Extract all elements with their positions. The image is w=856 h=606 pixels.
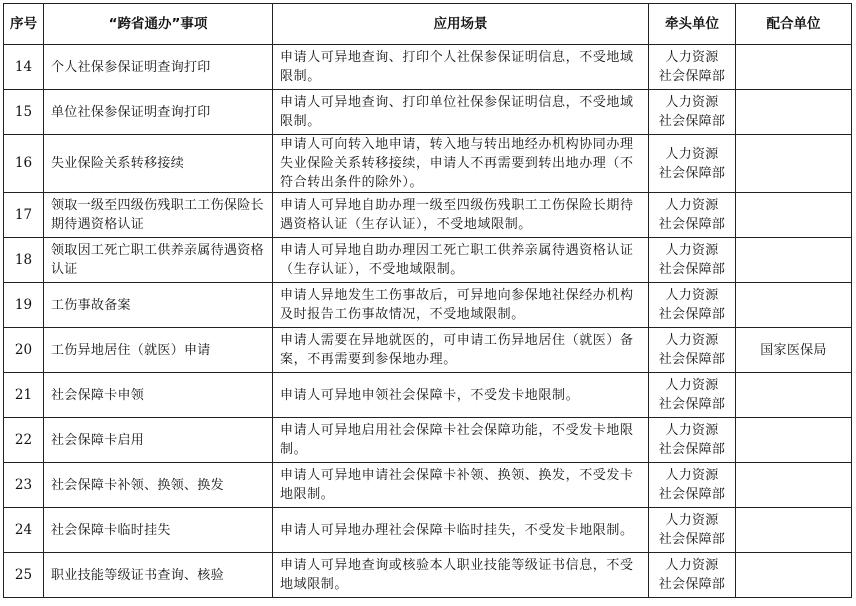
lead-unit-line2: 社会保障部 [658,487,726,502]
row-scene: 申请人可异地查询、打印单位社保参保证明信息，不受地域限制。 [273,90,649,135]
row-item: 社会保障卡临时挂失 [44,508,273,553]
row-coop-unit [736,508,852,553]
cross-province-services-table [3,3,852,598]
table-row [4,45,852,90]
table-row [4,463,852,508]
row-item: 失业保险关系转移接续 [44,135,273,193]
lead-unit-line2: 社会保障部 [658,217,726,232]
row-coop-unit [736,373,852,418]
table-row [4,90,852,135]
row-coop-unit [736,418,852,463]
row-number: 18 [4,238,44,283]
row-item: 领取一级至四级伤残职工工伤保险长期待遇资格认证 [44,193,273,238]
row-lead-unit [649,373,736,418]
row-item: 工伤事故备案 [44,283,273,328]
row-lead-unit [649,418,736,463]
row-lead-unit [649,508,736,553]
row-number: 19 [4,283,44,328]
row-item: 社会保障卡补领、换领、换发 [44,463,273,508]
header-coop-unit: 配合单位 [736,4,852,45]
row-scene: 申请人可异地申请社会保障卡补领、换领、换发，不受发卡地限制。 [273,463,649,508]
lead-unit-line2: 社会保障部 [658,577,726,592]
lead-unit-line1: 人力资源 [665,146,719,162]
row-coop-unit [736,193,852,238]
lead-unit-line1: 人力资源 [665,468,719,483]
row-scene: 申请人可异地查询、打印个人社保参保证明信息，不受地域限制。 [273,45,649,90]
lead-unit-line2: 社会保障部 [658,442,726,457]
row-item: 职业技能等级证书查询、核验 [44,553,273,598]
lead-unit-line1: 人力资源 [665,558,719,573]
lead-unit-line2: 社会保障部 [658,165,726,181]
row-item: 领取因工死亡职工供养亲属待遇资格认证 [44,238,273,283]
table-row [4,193,852,238]
header-lead-unit: 牵头单位 [649,4,736,45]
table-row [4,238,852,283]
row-coop-unit [736,135,852,193]
row-scene: 申请人需要在异地就医的，可申请工伤异地居住（就医）备案，不再需要到参保地办理。 [273,328,649,373]
row-lead-unit [649,283,736,328]
row-number: 17 [4,193,44,238]
lead-unit-line1: 人力资源 [665,513,719,528]
lead-unit-line1: 人力资源 [665,243,719,258]
row-number: 22 [4,418,44,463]
lead-unit-line1: 人力资源 [665,198,719,213]
row-scene: 申请人可异地查询或核验本人职业技能等级证书信息，不受地域限制。 [273,553,649,598]
row-coop-unit [736,90,852,135]
row-scene: 申请人异地发生工伤事故后，可异地向参保地社保经办机构及时报告工伤事故情况，不受地域限制。 [273,283,649,328]
row-coop-unit: 国家医保局 [736,328,852,373]
table-row [4,135,852,193]
row-item: 单位社保参保证明查询打印 [44,90,273,135]
lead-unit-line1: 人力资源 [665,378,719,393]
row-scene: 申请人可异地申领社会保障卡，不受发卡地限制。 [273,373,649,418]
row-number: 23 [4,463,44,508]
header-scene: 应用场景 [273,4,649,45]
row-number: 15 [4,90,44,135]
row-number: 21 [4,373,44,418]
table-row [4,553,852,598]
lead-unit-line2: 社会保障部 [658,114,726,129]
row-number: 24 [4,508,44,553]
row-number: 20 [4,328,44,373]
lead-unit-line2: 社会保障部 [658,532,726,547]
row-scene: 申请人可异地启用社会保障卡社会保障功能，不受发卡地限制。 [273,418,649,463]
row-number: 14 [4,45,44,90]
lead-unit-line1: 人力资源 [665,423,719,438]
row-scene: 申请人可异地办理社会保障卡临时挂失，不受发卡地限制。 [273,508,649,553]
lead-unit-line1: 人力资源 [665,288,719,303]
row-lead-unit [649,553,736,598]
table-header-row [4,4,852,45]
header-item: “跨省通办”事项 [44,4,273,45]
row-lead-unit [649,463,736,508]
lead-unit-line2: 社会保障部 [658,69,726,84]
row-coop-unit [736,553,852,598]
lead-unit-line1: 人力资源 [665,50,719,65]
row-scene: 申请人可向转入地申请，转入地与转出地经办机构协同办理失业保险关系转移接续，申请人不再需要到转出地办理（不符合转出条件的除外）。 [273,135,649,193]
table-row [4,418,852,463]
header-no: 序号 [4,4,44,45]
row-number: 25 [4,553,44,598]
row-lead-unit [649,193,736,238]
row-lead-unit [649,328,736,373]
row-item: 工伤异地居住（就医）申请 [44,328,273,373]
table-row [4,328,852,373]
lead-unit-line2: 社会保障部 [658,352,726,367]
row-coop-unit [736,238,852,283]
table-row [4,373,852,418]
row-coop-unit [736,463,852,508]
row-scene: 申请人可异地自助办理因工死亡职工供养亲属待遇资格认证（生存认证），不受地域限制。 [273,238,649,283]
lead-unit-line2: 社会保障部 [658,397,726,412]
row-item: 社会保障卡申领 [44,373,273,418]
row-lead-unit [649,135,736,193]
row-item: 个人社保参保证明查询打印 [44,45,273,90]
row-lead-unit [649,90,736,135]
table-row [4,283,852,328]
row-scene: 申请人可异地自助办理一级至四级伤残职工工伤保险长期待遇资格认证（生存认证），不受地域限制。 [273,193,649,238]
row-number: 16 [4,135,44,193]
lead-unit-line1: 人力资源 [665,95,719,110]
row-lead-unit [649,45,736,90]
row-lead-unit [649,238,736,283]
row-coop-unit [736,45,852,90]
row-item: 社会保障卡启用 [44,418,273,463]
lead-unit-line1: 人力资源 [665,333,719,348]
row-coop-unit [736,283,852,328]
lead-unit-line2: 社会保障部 [658,262,726,277]
lead-unit-line2: 社会保障部 [658,307,726,322]
table-row [4,508,852,553]
